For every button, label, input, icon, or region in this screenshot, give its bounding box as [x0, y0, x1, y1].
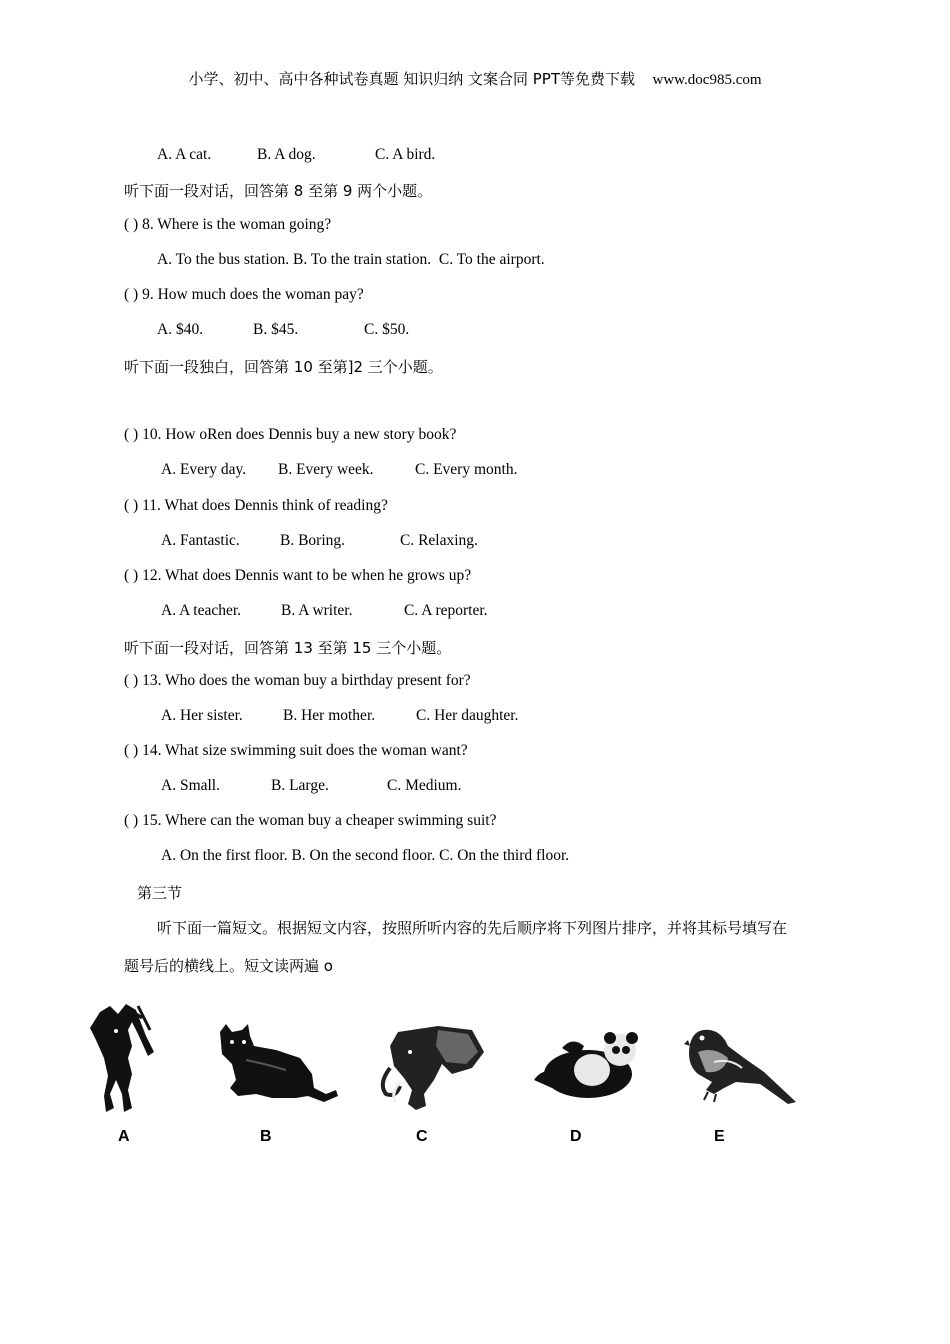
q9-option-a: A. $40. — [157, 321, 204, 338]
q10-option-c: C. Every month. — [415, 461, 518, 478]
cat-icon — [216, 1024, 340, 1104]
q13-option-b: B. Her mother. — [283, 707, 376, 724]
question-9: ( ) 9. How much does the woman pay? — [124, 286, 364, 303]
q8-option-b: B. To the train station. — [292, 251, 432, 268]
q13-options — [161, 707, 518, 725]
question-11: ( ) 11. What does Dennis think of reading? — [124, 497, 388, 514]
bird-icon — [684, 1024, 800, 1108]
page-header — [0, 68, 950, 89]
q14-options — [161, 777, 462, 795]
q11-option-b: B. Boring. — [280, 532, 346, 549]
question-15: ( ) 15. Where can the woman buy a cheaper swimming suit? — [124, 812, 497, 829]
q8-options — [157, 251, 545, 269]
q15-option-c: C. On the third floor. — [439, 847, 570, 864]
part3-title: 第三节 — [137, 884, 183, 902]
q14-option-c: C. Medium. — [387, 777, 462, 794]
q8-option-c: C. To the airport. — [438, 251, 545, 268]
section-heading-10-12: 听下面一段独白，回答第 10 至第]2 三个小题。 — [124, 358, 443, 376]
question-14: ( ) 14. What size swimming suit does the woman want? — [124, 742, 468, 759]
q7-option-c: C. A bird. — [375, 146, 436, 163]
question-10: ( ) 10. How oRen does Dennis buy a new story book? — [124, 426, 457, 443]
question-8: ( ) 8. Where is the woman going? — [124, 216, 332, 233]
q13-option-a: A. Her sister. — [161, 707, 243, 724]
q12-option-b: B. A writer. — [281, 602, 353, 619]
question-13: ( ) 13. Who does the woman buy a birthday present for? — [124, 672, 471, 689]
part3-instruction-line2: 题号后的横线上。短文读两遍 o — [124, 957, 333, 975]
q7-option-a: A. A cat. — [157, 146, 212, 163]
section-heading-8-9: 听下面一段对话，回答第 8 至第 9 两个小题。 — [124, 182, 433, 200]
picture-label-c: C — [416, 1128, 428, 1145]
monkey-icon — [88, 1000, 158, 1115]
section-heading-13-15: 听下面一段对话，回答第 13 至第 15 三个小题。 — [124, 639, 452, 657]
q15-option-b: B. On the second floor. — [291, 847, 436, 864]
q10-option-a: A. Every day. — [161, 461, 247, 478]
q14-option-a: A. Small. — [161, 777, 220, 794]
elephant-icon — [376, 1024, 486, 1114]
q12-options — [161, 602, 488, 620]
picture-label-d: D — [570, 1128, 582, 1145]
q7-option-b: B. A dog. — [257, 146, 316, 163]
header-url: www.doc985.com — [652, 72, 762, 88]
q9-options — [157, 321, 409, 339]
q15-option-a: A. On the first floor. — [161, 847, 288, 864]
picture-label-b: B — [260, 1128, 272, 1145]
q12-option-a: A. A teacher. — [161, 602, 242, 619]
q7-options — [157, 146, 435, 164]
q9-option-c: C. $50. — [364, 321, 410, 338]
panda-icon — [532, 1028, 642, 1104]
q8-option-a: A. To the bus station. — [157, 251, 290, 268]
q10-option-b: B. Every week. — [278, 461, 374, 478]
q13-option-c: C. Her daughter. — [416, 707, 519, 724]
q11-options — [161, 532, 478, 550]
q10-options — [161, 461, 517, 479]
header-text: 小学、初中、高中各种试卷真题 知识归纳 文案合同 PPT等免费下载 — [188, 70, 636, 88]
q11-option-c: C. Relaxing. — [400, 532, 478, 549]
q12-option-c: C. A reporter. — [404, 602, 488, 619]
q11-option-a: A. Fantastic. — [161, 532, 240, 549]
picture-row — [80, 1000, 840, 1160]
question-12: ( ) 12. What does Dennis want to be when he grows up? — [124, 567, 472, 584]
picture-label-e: E — [714, 1128, 725, 1145]
picture-label-a: A — [118, 1128, 130, 1145]
q9-option-b: B. $45. — [253, 321, 299, 338]
part3-instruction-line1: 听下面一篇短文。根据短文内容，按照所听内容的先后顺序将下列图片排序，并将其标号填写在 — [157, 919, 788, 937]
q14-option-b: B. Large. — [271, 777, 329, 794]
q15-options — [161, 847, 569, 865]
